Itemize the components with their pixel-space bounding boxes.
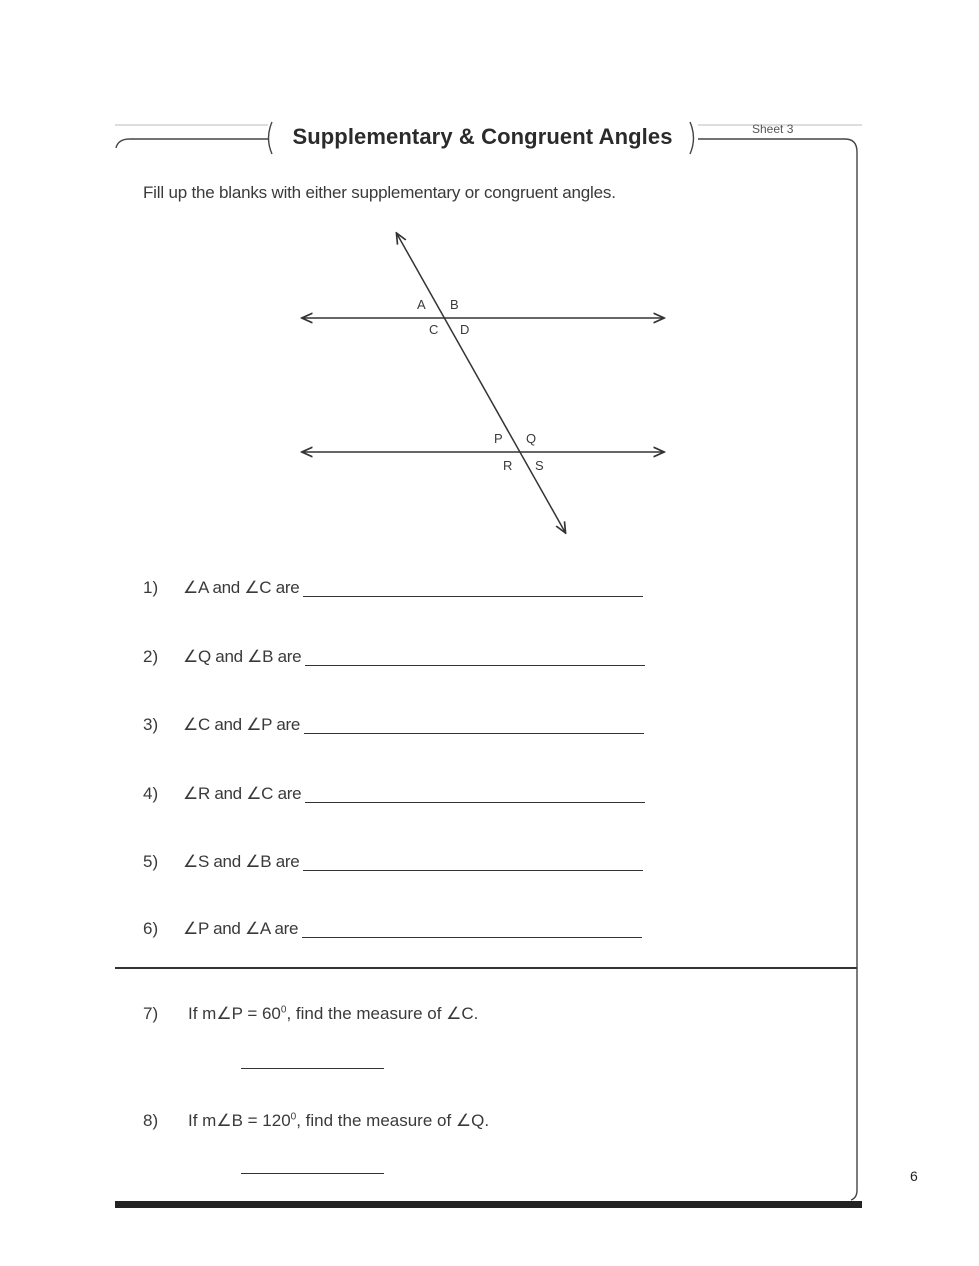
answer-blank[interactable] (302, 937, 642, 938)
question-number: 6) (143, 919, 159, 938)
answer-blank[interactable] (303, 596, 643, 597)
angle-label-a: A (417, 297, 426, 312)
question-3 (143, 705, 644, 735)
question-text: ∠C and ∠P are (183, 715, 300, 734)
angle-label-s: S (535, 458, 544, 473)
question-number: 5) (143, 852, 159, 871)
question-4 (143, 774, 645, 804)
question-text: ∠A and ∠C are (183, 578, 300, 597)
answer-blank[interactable] (305, 665, 645, 666)
question-8 (143, 1105, 489, 1131)
page-number: 6 (910, 1168, 918, 1184)
angle-label-p: P (494, 431, 503, 446)
answer-blank[interactable] (241, 1173, 384, 1174)
question-text: ∠Q and ∠B are (183, 647, 302, 666)
question-number: 4) (143, 784, 159, 803)
question-text: ∠S and ∠B are (183, 852, 300, 871)
angle-label-b: B (450, 297, 459, 312)
question-number: 1) (143, 578, 159, 597)
question-7 (143, 998, 478, 1024)
answer-blank[interactable] (305, 802, 645, 803)
transversal-diagram (295, 225, 675, 545)
angle-label-q: Q (526, 431, 537, 446)
question-text: ∠R and ∠C are (183, 784, 302, 803)
question-text: ∠P and ∠A are (183, 919, 299, 938)
question-1 (143, 568, 643, 598)
angle-label-c: C (429, 322, 439, 337)
answer-blank[interactable] (241, 1068, 384, 1069)
question-number: 2) (143, 647, 159, 666)
worksheet-title: Supplementary & Congruent Angles (292, 124, 673, 149)
question-text: If m∠P = $60^0$, find the measure of ∠C. (188, 1004, 479, 1023)
answer-blank[interactable] (303, 870, 643, 871)
transversal-line (397, 234, 565, 532)
instructions: Fill up the blanks with either supplementary or congruent angles. (143, 183, 616, 202)
answer-blank[interactable] (304, 733, 644, 734)
question-number: 7) (143, 1004, 159, 1023)
sheet-label: Sheet 3 (752, 122, 794, 136)
question-6 (143, 909, 642, 939)
angle-label-r: R (503, 458, 513, 473)
question-number: 8) (143, 1111, 159, 1130)
question-5 (143, 842, 643, 872)
question-number: 3) (143, 715, 159, 734)
question-text: If m∠B = $120^0$, find the measure of ∠Q. (188, 1111, 490, 1130)
angle-label-d: D (460, 322, 470, 337)
question-2 (143, 637, 645, 667)
